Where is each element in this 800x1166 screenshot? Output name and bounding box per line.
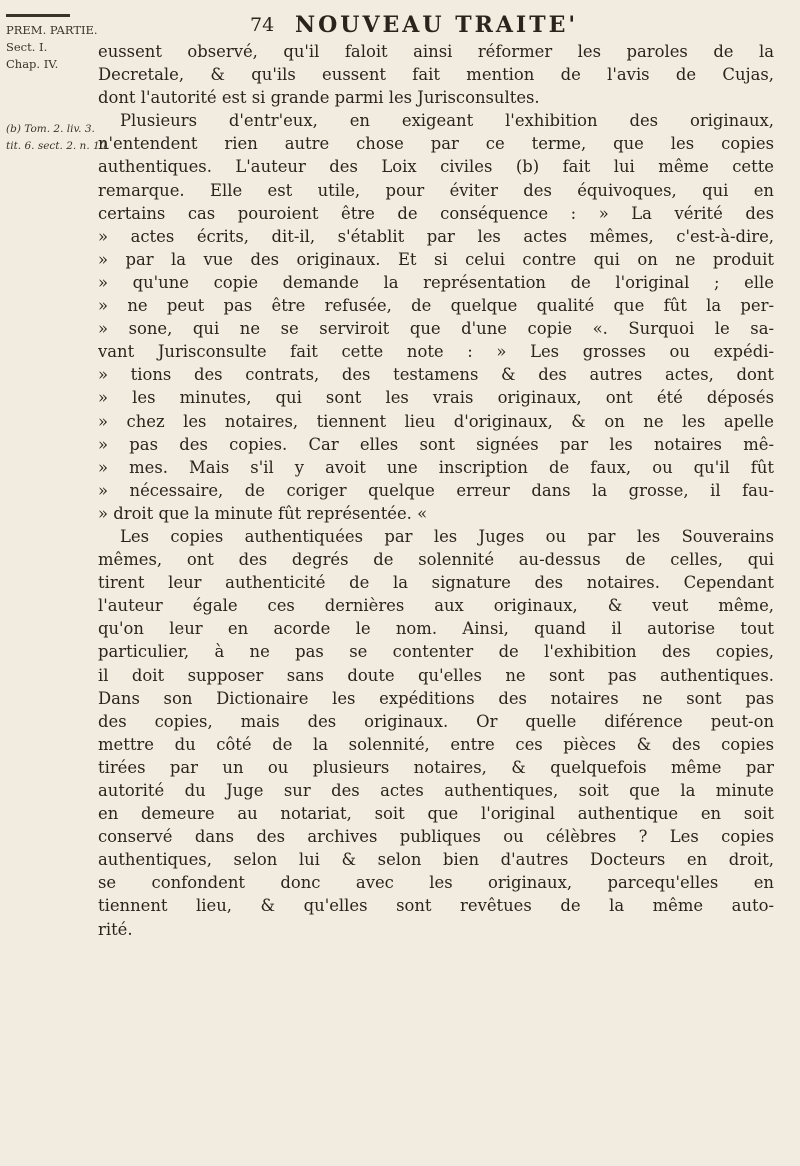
margin-section: Sect. I.: [6, 40, 48, 54]
text-line: » pas des copies. Car elles sont signées par les notaires mê-: [98, 434, 774, 454]
text-line: vant Jurisconsulte fait cette note : » Les grosses ou expédi-: [98, 342, 774, 362]
text-line: rité.: [98, 919, 133, 939]
text-line: eussent observé, qu'il faloit ainsi réformer les paroles de la: [98, 42, 774, 61]
text-line: Dans son Dictionaire les expéditions des notaires ne sont pas: [98, 688, 774, 708]
margin-chapter: Chap. IV.: [6, 57, 59, 71]
text-line: tirent leur authenticité de la signature des notaires. Cependant: [98, 573, 774, 593]
text-line: » qu'une copie demande la représentation de l'original ; elle: [98, 272, 774, 292]
text-line: en demeure au notariat, soit que l'original authentique en soit: [98, 804, 774, 824]
text-line: Plusieurs d'entr'eux, en exigeant l'exhibition des originaux,: [120, 111, 774, 131]
text-line: remarque. Elle est utile, pour éviter des équivoques, qui en: [98, 180, 774, 200]
top-rule: [6, 14, 70, 17]
text-line: » ne peut pas être refusée, de quelque qualité que fût la per-: [98, 296, 774, 316]
text-line: certains cas pouroient être de conséquence : » La vérité des: [98, 203, 774, 223]
text-line: il doit supposer sans doute qu'elles ne sont pas authentiques.: [98, 665, 774, 685]
text-line: authentiques. L'auteur des Loix civiles (b) fait lui même cette: [98, 157, 774, 177]
text-line: » sone, qui ne se serviroit que d'une copie «. Surquoi le sa-: [98, 319, 774, 339]
margin-reference: tit. 6. sect. 2. n. 10.: [6, 140, 110, 152]
text-line: n'entendent rien autre chose par ce terme, que les copies: [98, 134, 774, 154]
text-line: tirées par un ou plusieurs notaires, & quelquefois même par: [98, 757, 774, 777]
text-line: l'auteur égale ces dernières aux originaux, & veut même,: [98, 596, 774, 616]
text-line: » droit que la minute fût représentée. «: [98, 503, 428, 523]
text-line: » par la vue des originaux. Et si celui contre qui on ne produit: [98, 249, 774, 269]
text-line: tiennent lieu, & qu'elles sont revêtues de la même auto-: [98, 896, 774, 916]
text-line: des copies, mais des originaux. Or quelle diférence peut-on: [98, 711, 774, 731]
text-line: particulier, à ne pas se contenter de l'exhibition des copies,: [98, 642, 774, 662]
text-line: autorité du Juge sur des actes authentiques, soit que la minute: [98, 781, 774, 800]
text-line: mettre du côté de la solennité, entre ces pièces & des copies: [98, 734, 774, 754]
text-line: » les minutes, qui sont les vrais originaux, ont été déposés: [98, 388, 774, 408]
text-line: » nécessaire, de coriger quelque erreur dans la grosse, il fau-: [98, 480, 774, 500]
text-line: Les copies authentiquées par les Juges ou par les Souverains: [120, 526, 774, 546]
text-line: » tions des contrats, des testamens & des autres actes, dont: [98, 365, 774, 385]
text-line: conservé dans des archives publiques ou célèbres ? Les copies: [98, 827, 774, 847]
text-line: dont l'autorité est si grande parmi les Jurisconsultes.: [98, 88, 540, 108]
body-text: [98, 40, 774, 941]
text-line: se confondent donc avec les originaux, parcequ'elles en: [98, 873, 774, 893]
margin-notes: [6, 22, 110, 155]
margin-reference: (b) Tom. 2. liv. 3.: [6, 123, 95, 135]
running-title: NOUVEAU TRAITE': [295, 12, 579, 38]
text-line: » actes écrits, dit-il, s'établit par les actes mêmes, c'est-à-dire,: [98, 226, 774, 246]
text-line: authentiques, selon lui & selon bien d'autres Docteurs en droit,: [98, 850, 774, 870]
text-line: » mes. Mais s'il y avoit une inscription de faux, ou qu'il fût: [98, 457, 774, 477]
text-line: Decretale, & qu'ils eussent fait mention de l'avis de Cujas,: [98, 65, 774, 85]
page-number: 74: [250, 14, 275, 36]
text-line: » chez les notaires, tiennent lieu d'originaux, & on ne les apelle: [98, 411, 774, 431]
text-line: mêmes, ont des degrés de solennité au-dessus de celles, qui: [98, 550, 774, 570]
margin-part: PREM. PARTIE.: [6, 23, 98, 37]
text-line: qu'on leur en acorde le nom. Ainsi, quand il autorise tout: [98, 619, 774, 639]
